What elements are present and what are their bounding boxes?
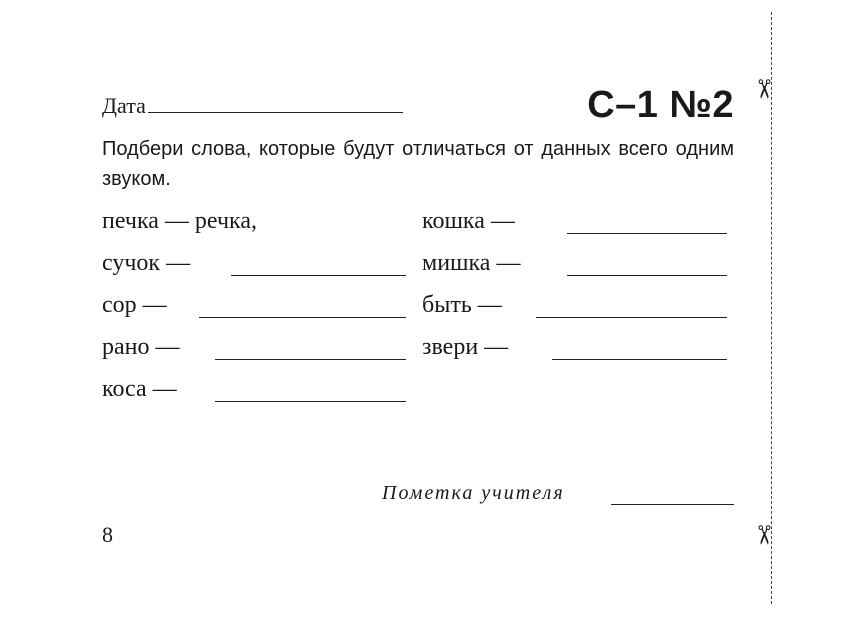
example-left-4 [102, 334, 180, 361]
answer-blank-right-2[interactable] [567, 273, 727, 276]
example-left-3 [102, 292, 167, 319]
example-left-5 [102, 376, 177, 403]
teacher-note-blank[interactable] [611, 504, 734, 505]
task-instruction: Подбери слова, которые будут отличаться от данных всего одним звуком. [102, 138, 734, 190]
answer-blank-left-3[interactable] [199, 315, 406, 318]
example-right-3 [422, 292, 502, 319]
example-right-2 [422, 250, 520, 277]
answer-blank-left-4[interactable] [215, 357, 406, 360]
answer-blank-right-1[interactable] [567, 231, 727, 234]
example-word: звери — [422, 334, 509, 360]
answer-blank-right-4[interactable] [552, 357, 727, 360]
example-word: рано — [102, 334, 180, 360]
example-word: коса — [102, 376, 177, 402]
example-word: мишка — [422, 250, 521, 276]
date-row [102, 92, 403, 119]
date-label: Дата [102, 93, 146, 118]
answer-blank-left-5[interactable] [215, 399, 406, 402]
example-left-1: печка — речка, [102, 208, 257, 234]
cut-line [771, 12, 772, 604]
example-left-2 [102, 250, 190, 277]
page-number: 8 [102, 522, 113, 547]
teacher-note-label: Пометка учителя [382, 482, 565, 504]
scissors-icon: ✂ [747, 78, 778, 100]
example-word: сор — [102, 292, 167, 318]
scissors-icon: ✂ [747, 524, 778, 546]
example-right-1 [422, 208, 515, 235]
example-word: быть — [422, 292, 502, 318]
answer-blank-right-3[interactable] [536, 315, 727, 318]
answer-blank-left-2[interactable] [231, 273, 406, 276]
example-word: кошка — [422, 208, 515, 234]
exercise-code: С–1 №2 [587, 84, 734, 126]
example-word: сучок — [102, 250, 191, 276]
example-right-4 [422, 334, 508, 361]
date-blank-line[interactable] [148, 92, 403, 113]
